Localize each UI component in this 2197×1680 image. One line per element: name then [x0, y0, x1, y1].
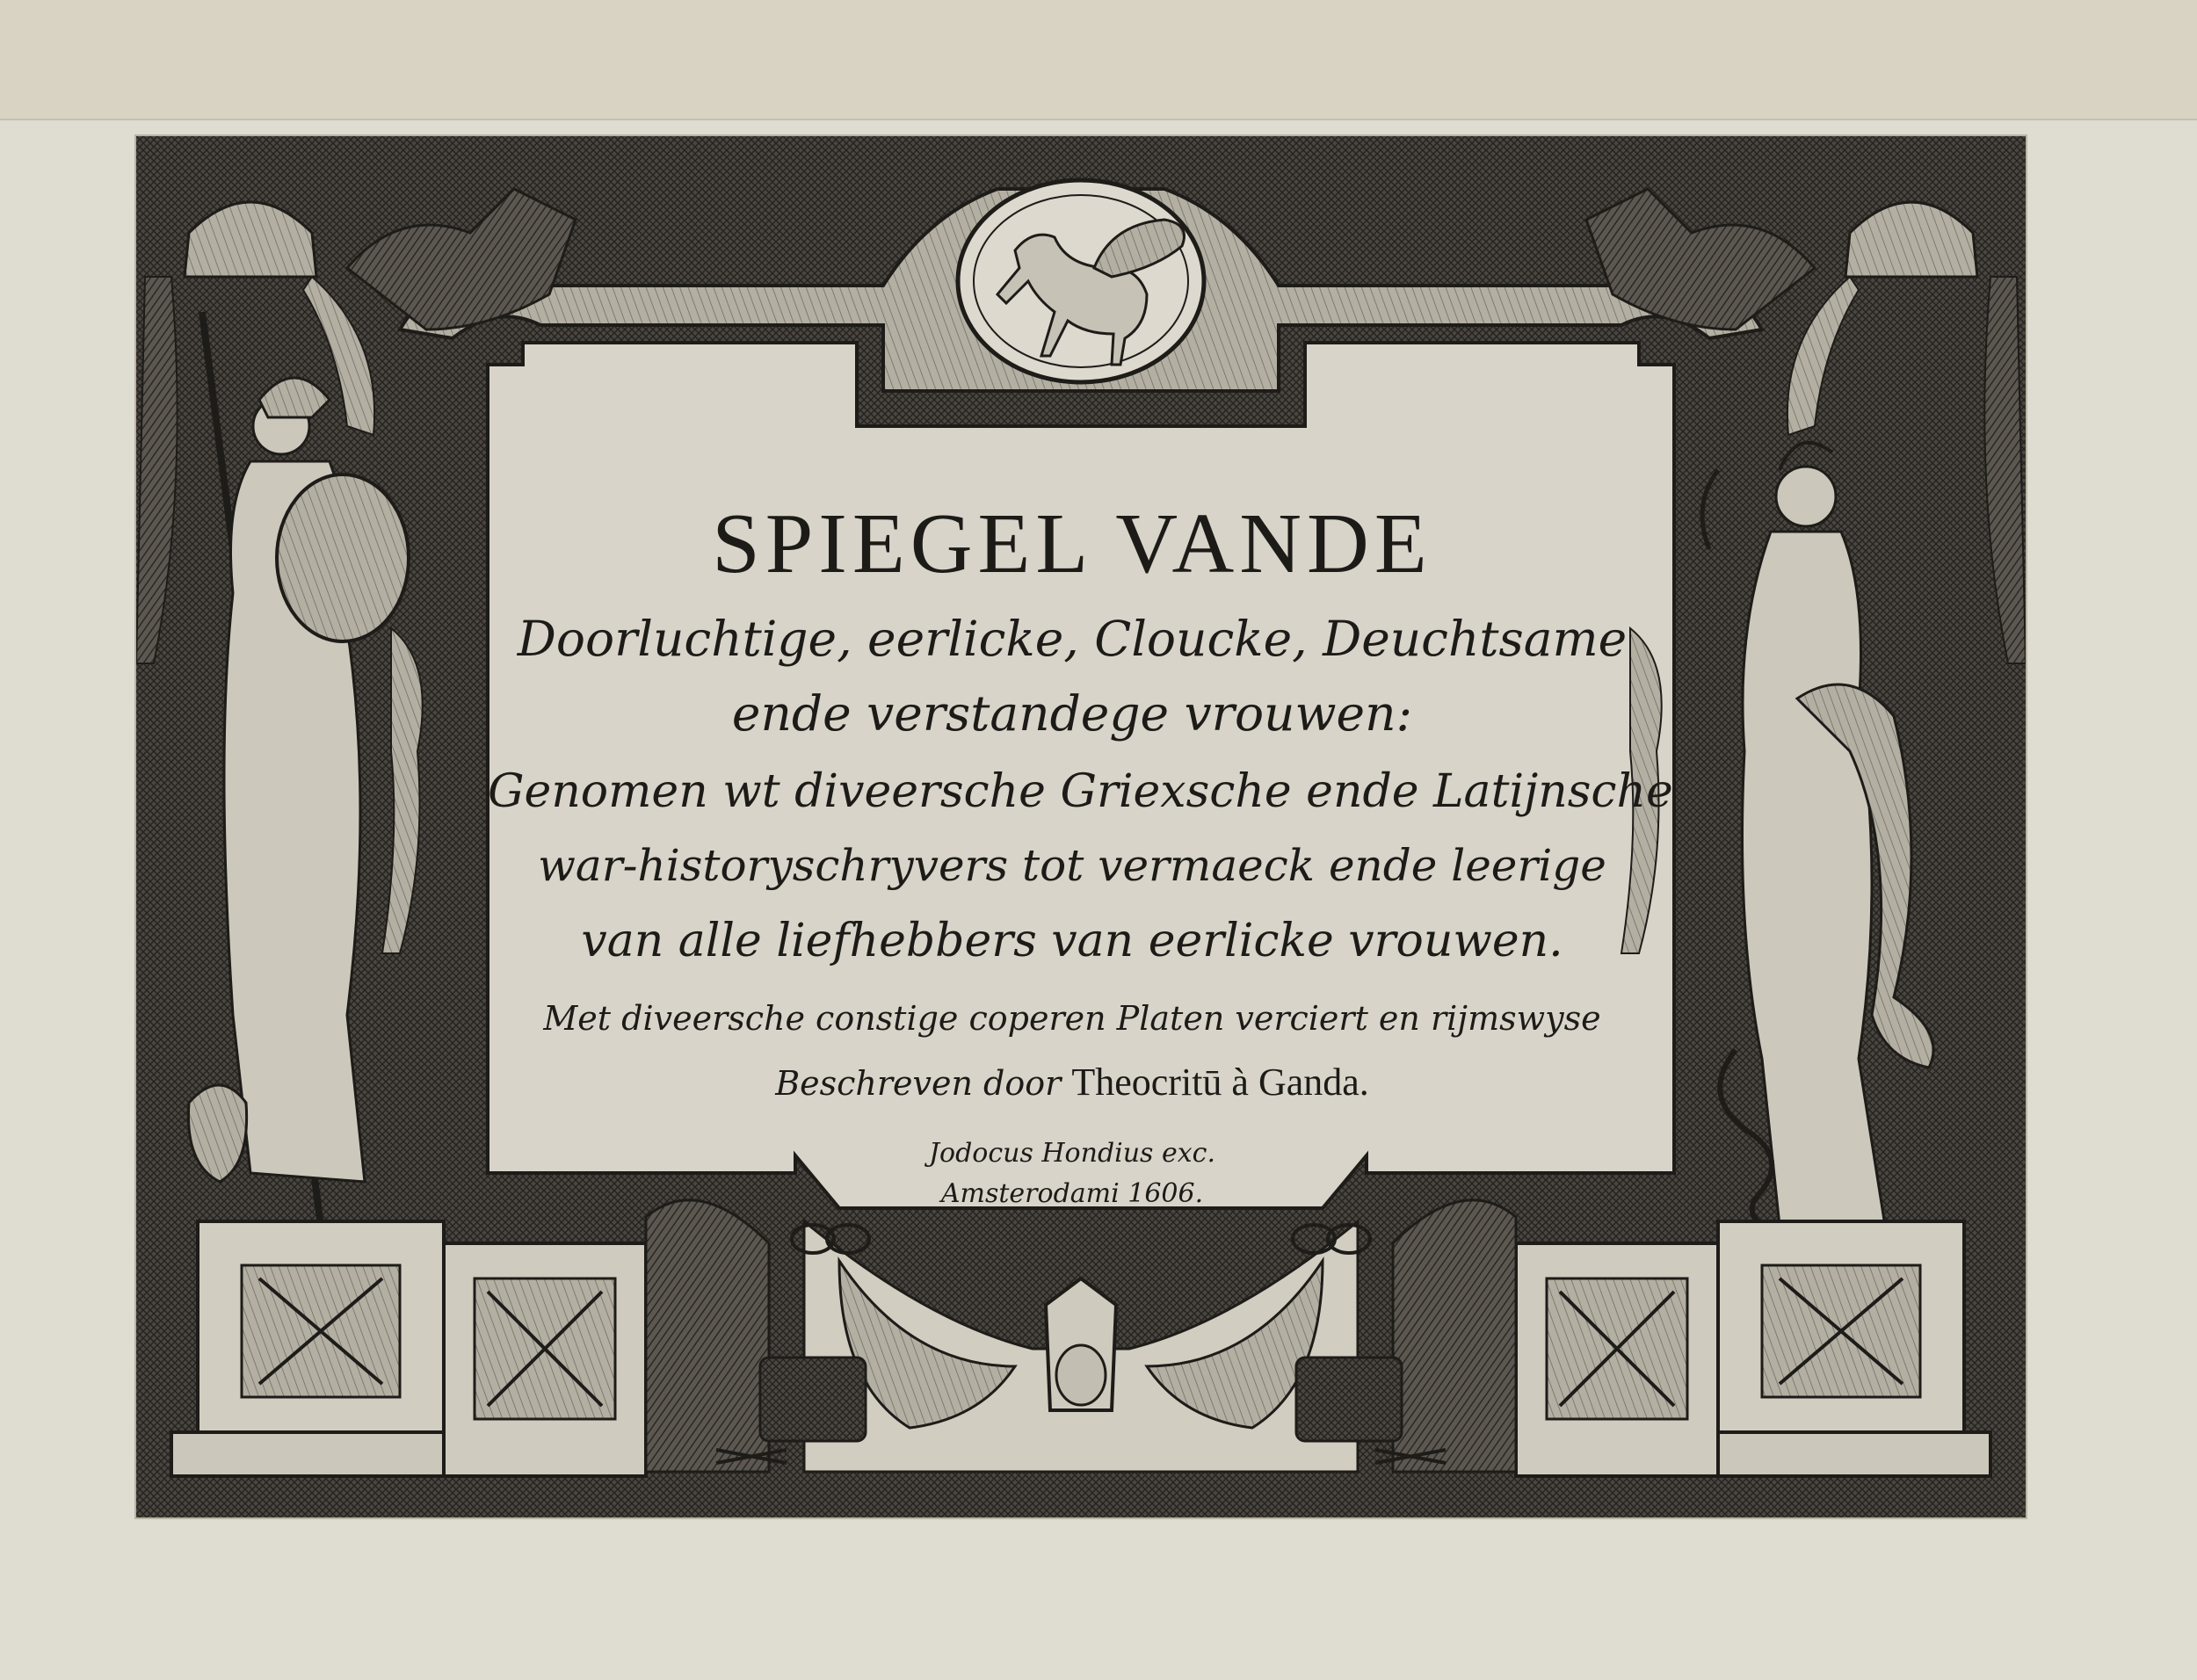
title-line-3: Genomen wt diveersche Griexsche ende Latijnsche — [488, 765, 1673, 818]
title-line-1: Doorluchtige, eerlicke, Cloucke, Deuchtsame — [517, 611, 1628, 667]
author-name: Theocritū à Ganda. — [1071, 1061, 1369, 1104]
title-main: SPIEGEL VANDE — [712, 496, 1432, 591]
title-line-5: van alle liefhebbers van eerlicke vrouwen. — [581, 915, 1563, 967]
title-line-2: ende verstandege vrouwen: — [731, 685, 1413, 742]
scroll-lower-left — [646, 1200, 769, 1472]
scroll-lower-right — [1393, 1200, 1516, 1472]
title-line-6: Met diveersche constige coperen Platen verciert en rijmswyse — [543, 999, 1601, 1038]
basket-right — [1296, 1358, 1402, 1441]
pedestal-left — [171, 1221, 646, 1476]
mask-icon — [1046, 1278, 1116, 1410]
title-line-4: war-historyschryvers tot vermaeck ende leerige — [538, 840, 1606, 891]
pedestal-right — [1516, 1221, 1990, 1476]
title-line-7 — [488, 1063, 1657, 1102]
imprint — [817, 1133, 1327, 1214]
imprint-publisher: Jodocus Hondius exc. — [928, 1138, 1215, 1169]
title-cartouche — [488, 343, 1673, 1151]
basket-left — [760, 1358, 866, 1441]
imprint-place-date: Amsterodami 1606. — [940, 1178, 1204, 1209]
mount-top-strip — [0, 0, 2197, 120]
author-prefix: Beschreven door — [775, 1064, 1062, 1103]
